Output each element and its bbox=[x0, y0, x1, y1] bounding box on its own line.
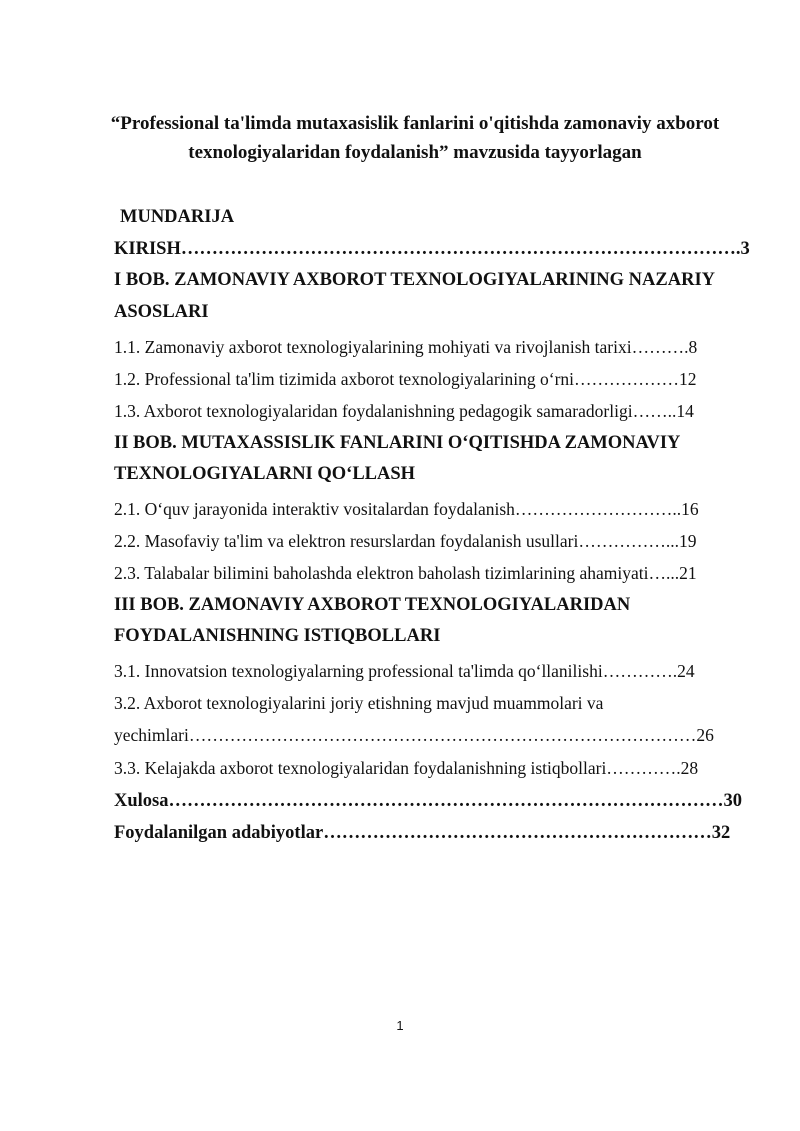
toc-entry-1-3: 1.3. Axborot texnologiyalaridan foydalanishning pedagogik samaradorligi……..14 bbox=[114, 401, 694, 421]
toc-chapter-3-title-cont: FOYDALANISHNING ISTIQBOLLARI bbox=[114, 626, 441, 646]
toc-entry-1-1: 1.1. Zamonaviy axborot texnologiyalarining mohiyati va rivojlanish tarixi……….8 bbox=[114, 337, 698, 357]
toc-entry-xulosa: Xulosa………………………………………………………………………………30 bbox=[114, 791, 742, 811]
toc-chapter-2-title-cont: TEXNOLOGIYALARNI QO‘LLASH bbox=[114, 464, 416, 484]
toc-entry-2-2: 2.2. Masofaviy ta'lim va elektron resurslardan foydalanish usullari……………...19 bbox=[114, 531, 697, 551]
toc-chapter-3-title: III BOB. ZAMONAVIY AXBOROT TEXNOLOGIYALARIDAN bbox=[114, 595, 631, 615]
toc-entry-2-3: 2.3. Talabalar bilimini baholashda elektron baholash tizimlarining ahamiyati…...21 bbox=[114, 563, 697, 583]
toc-chapter-2-title: II BOB. MUTAXASSISLIK FANLARINI O‘QITISHDA ZAMONAVIY bbox=[114, 433, 681, 453]
toc-entry-3-1: 3.1. Innovatsion texnologiyalarning professional ta'limda qo‘llanilishi………….24 bbox=[114, 661, 695, 681]
document-title-line-1: “Professional ta'limda mutaxasislik fanlarini o'qitishda zamonaviy axborot bbox=[110, 113, 720, 134]
toc-entry-adabiyotlar: Foydalanilgan adabiyotlar………………………………………………………32 bbox=[114, 823, 731, 843]
toc-entry-2-1: 2.1. O‘quv jarayonida interaktiv vositalardan foydalanish………………………..16 bbox=[114, 499, 699, 519]
document-title-line-2: texnologiyalaridan foydalanish” mavzusida tayyorlagan bbox=[188, 142, 642, 163]
toc-entry-3-2: 3.2. Axborot texnologiyalarini joriy etishning mavjud muammolari va bbox=[114, 693, 604, 713]
toc-entry-1-2: 1.2. Professional ta'lim tizimida axborot texnologiyalarining o‘rni………………12 bbox=[114, 369, 697, 389]
toc-entry-3-3: 3.3. Kelajakda axborot texnologiyalaridan foydalanishning istiqbollari………….28 bbox=[114, 758, 699, 778]
toc-entry-3-2-cont: yechimlari……………………………………………………………………………26 bbox=[114, 725, 714, 745]
toc-chapter-1-title-cont: ASOSLARI bbox=[114, 302, 209, 322]
page-number: 1 bbox=[396, 1018, 404, 1033]
toc-entry-kirish: KIRISH……………………………………………………………………………….3 bbox=[114, 239, 750, 259]
toc-chapter-1-title: I BOB. ZAMONAVIY AXBOROT TEXNOLOGIYALARINING NAZARIY bbox=[114, 270, 716, 290]
toc-heading: MUNDARIJA bbox=[120, 207, 235, 227]
